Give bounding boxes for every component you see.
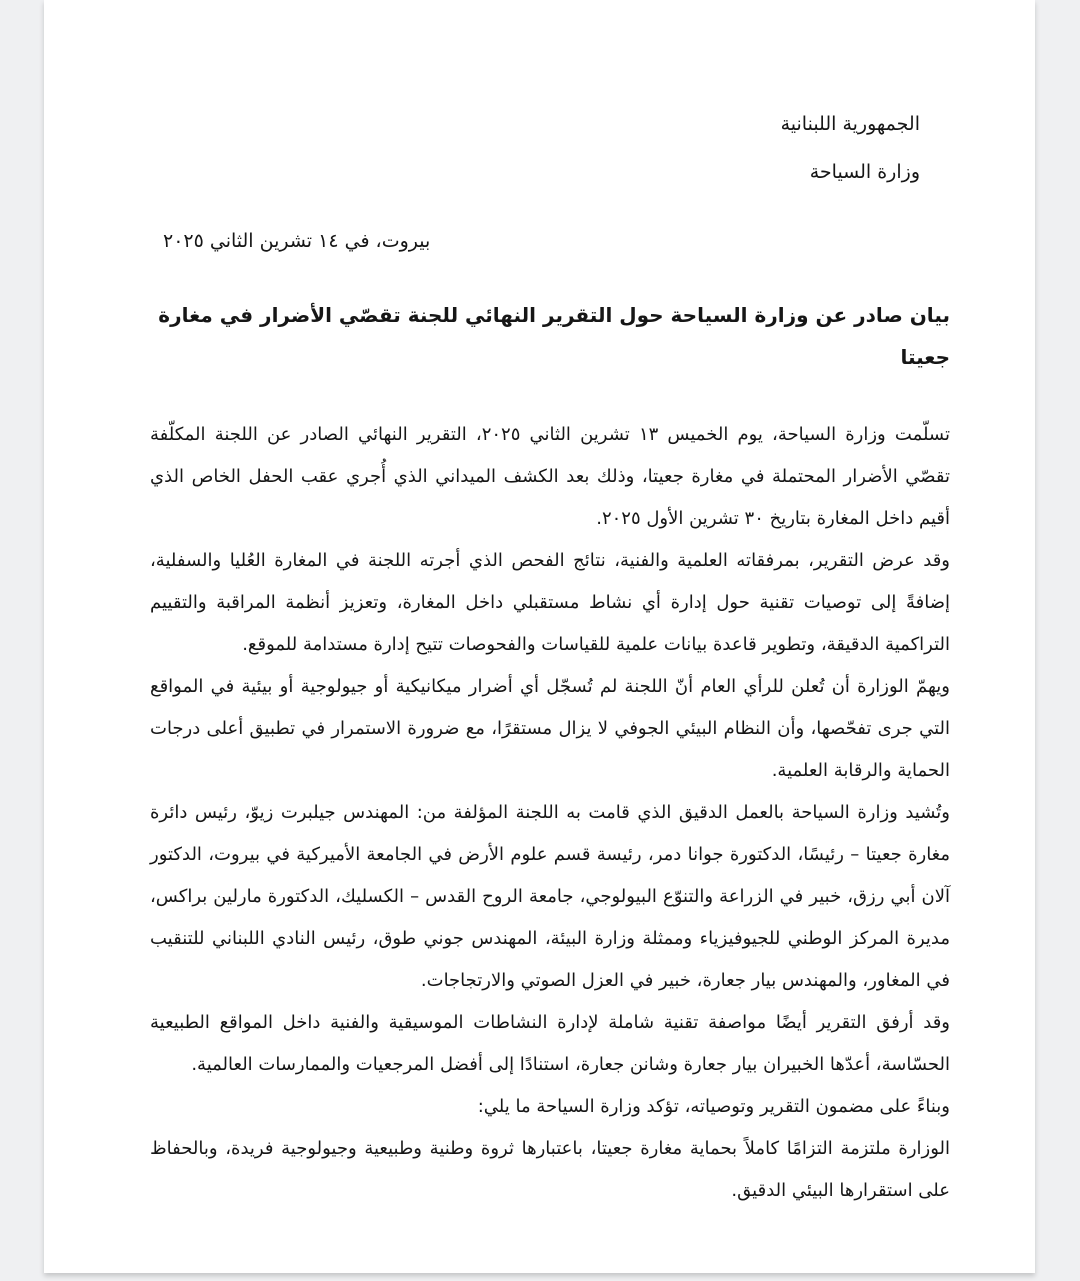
body-paragraph: وقد أرفق التقرير أيضًا مواصفة تقنية شاملة لإدارة النشاطات الموسيقية والفنية داخل المواقع الطبيعية الحسّاسة، أعدّها الخبيران بيار جعارة وشانن جعارة، استنادًا إلى أفضل المرجعيات والممارسات العالمية. [150,1012,950,1075]
date-line: بيروت، في ١٤ تشرين الثاني ٢٠٢٥ [163,230,431,252]
body-paragraph: تسلّمت وزارة السياحة، يوم الخميس ١٣ تشرين الثاني ٢٠٢٥، التقرير النهائي الصادر عن اللجنة المكلّفة تقصّي الأضرار المحتملة في مغارة جعيتا، وذلك بعد الكشف الميداني الذي أُجري عقب الحفل الخاص الذي أقيم داخل المغارة بتاريخ ٣٠ تشرين الأول ٢٠٢٥. [150,424,950,529]
document-page [44,0,1035,1273]
body-paragraph: الوزارة ملتزمة التزامًا كاملاً بحماية مغارة جعيتا، باعتبارها ثروة وطنية وطبيعية وجيولوجية فريدة، وبالحفاظ على استقرارها البيئي الدقيق. [150,1138,950,1201]
letterhead-ministry-line: وزارة السياحة [809,161,920,183]
document-content [44,0,1035,1212]
body-paragraph: وتُشيد وزارة السياحة بالعمل الدقيق الذي قامت به اللجنة المؤلفة من: المهندس جيلبرت زيوّ، رئيس دائرة مغارة جعيتا – رئيسًا، الدكتورة جوانا دمر، رئيسة قسم علوم الأرض في الجامعة الأميركية في بيروت، الدكتور آلان أبي رزق، خبير في الزراعة والتنوّع البيولوجي، جامعة الروح القدس – الكسليك، الدكتورة مارلين براكس، مديرة المركز الوطني للجيوفيزياء وممثلة وزارة البيئة، المهندس جوني طوق، رئيس النادي اللبناني للتنقيب في المغاور، والمهندس بيار جعارة، خبير في العزل الصوتي والارتجاجات. [150,802,950,991]
body-paragraph: وقد عرض التقرير، بمرفقاته العلمية والفنية، نتائج الفحص الذي أجرته اللجنة في المغارة العُليا والسفلية، إضافةً إلى توصيات تقنية حول إدارة أي نشاط مستقبلي داخل المغارة، وتعزيز أنظمة المراقبة والتقييم التراكمية الدقيقة، وتطوير قاعدة بيانات علمية للقياسات والفحوصات تتيح إدارة مستدامة للموقع. [150,550,950,655]
statement-title: بيان صادر عن وزارة السياحة حول التقرير النهائي للجنة تقصّي الأضرار في مغارة جعيتا [158,303,950,369]
body-paragraph: ويهمّ الوزارة أن تُعلن للرأي العام أنّ اللجنة لم تُسجّل أي أضرار ميكانيكية أو جيولوجية أو بيئية في المواقع التي جرى تفحّصها، وأن النظام البيئي الجوفي لا يزال مستقرًا، مع ضرورة الاستمرار في تطبيق أعلى درجات الحماية والرقابة العلمية. [150,676,950,781]
body-paragraph: وبناءً على مضمون التقرير وتوصياته، تؤكد وزارة السياحة ما يلي: [477,1096,950,1117]
statement-body [150,414,950,1212]
ministry-letterhead [150,100,950,196]
letterhead-republic-line: الجمهورية اللبنانية [780,113,920,135]
